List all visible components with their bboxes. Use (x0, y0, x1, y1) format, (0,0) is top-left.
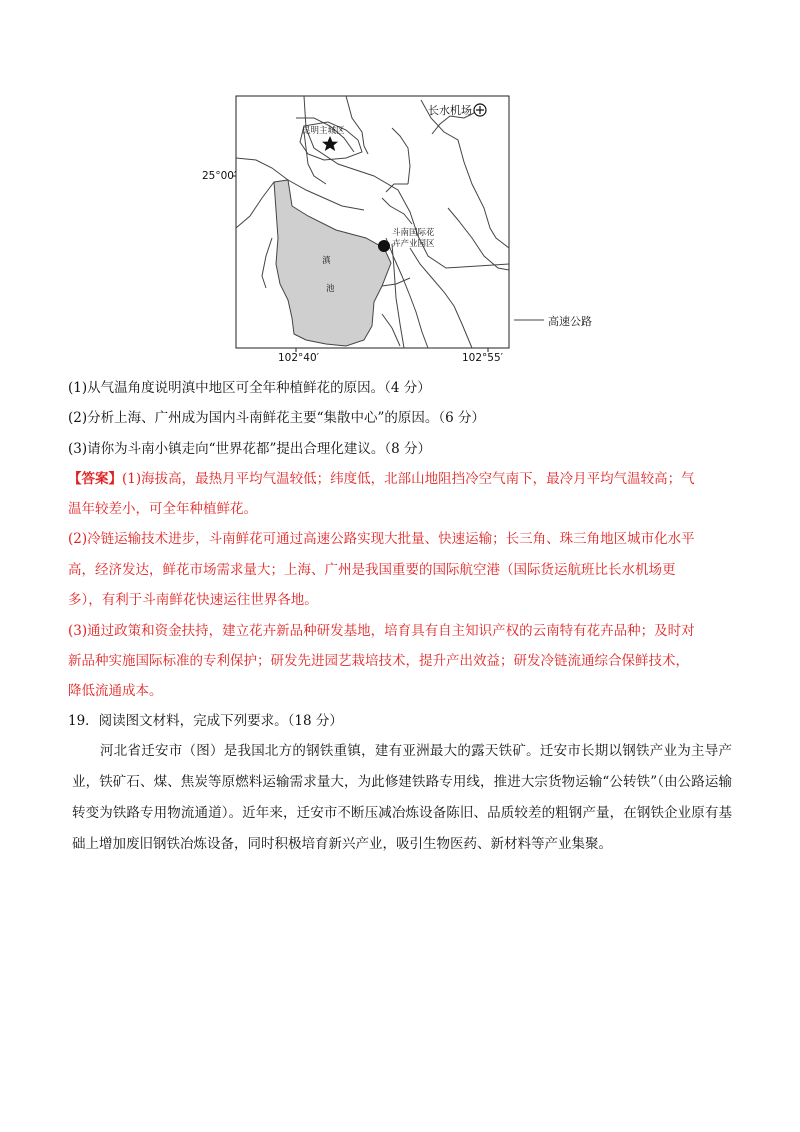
airport-icon (474, 104, 486, 116)
flower-park-dot (378, 240, 390, 252)
lake-dianchi (274, 180, 391, 346)
label-lake-2: 池 (326, 284, 335, 294)
answer-1-line-1: 【答案】(1)海拔高，最热月平均气温较低；纬度低，北部山地阻挡冷空气南下，最冷月平均气温较高；气 (68, 471, 695, 487)
label-lake-1: 滇 (322, 256, 331, 266)
question-3: (3)请你为斗南小镇走向“世界花都”提出合理化建议。（8 分） (68, 441, 432, 457)
answer-2-line-3: 多），有利于斗南鲜花快速运往世界各地。 (68, 592, 318, 608)
question-2: (2)分析上海、广州成为国内斗南鲜花主要“集散中心”的原因。（6 分） (68, 410, 486, 426)
legend-highway-label: 高速公路 (548, 315, 592, 328)
lon-1-label: 102°40′ (278, 352, 320, 364)
lon-2-label: 102°55′ (462, 352, 504, 364)
answer-tag: 【答案】 (68, 471, 122, 487)
answer-2-line-2: 高，经济发达，鲜花市场需求量大；上海、广州是我国重要的国际航空港（国际货运航班比长水机场更 (68, 562, 676, 578)
map-figure (196, 88, 616, 368)
answer-3-line-1: (3)通过政策和资金扶持，建立花卉新品种研发基地，培育具有自主知识产权的云南特有花卉品种；及时对 (68, 623, 695, 639)
answer-1-line-2: 温年较差小，可全年种植鲜花。 (68, 501, 257, 517)
question-19-title: 19．阅读图文材料，完成下列要求。（18 分） (68, 713, 343, 729)
label-park-1: 斗南国际花 (392, 228, 435, 238)
label-city: 昆明主城区 (302, 126, 345, 136)
lat-25-label: 25°00′ (202, 170, 237, 182)
label-airport: 长水机场 (428, 104, 472, 117)
city-star-icon (322, 136, 338, 151)
answer-3-line-2: 新品种实施国际标准的专利保护；研发先进园艺栽培技术，提升产出效益；研发冷链流通综合保鲜技术， (68, 653, 689, 669)
answer-2-line-1: (2)冷链运输技术进步，斗南鲜花可通过高速公路实现大批量、快速运输；长三角、珠三角地区城市化水平 (68, 531, 695, 547)
question-1: (1)从气温角度说明滇中地区可全年种植鲜花的原因。（4 分） (68, 380, 431, 396)
label-park-2: 卉产业园区 (392, 239, 435, 249)
answer-3-line-3: 降低流通成本。 (68, 683, 163, 699)
question-19-paragraph: 河北省迁安市（图）是我国北方的钢铁重镇，建有亚洲最大的露天铁矿。迁安市长期以钢铁产业为主导产业，铁矿石、煤、焦炭等原燃料运输需求量大，为此修建铁路专用线，推进大宗货物运输“公转铁”（由公路运输转变为铁路专用物流通道）。近年来，迁安市不断压减冶炼设备陈旧、品质较差的粗钢产量，在钢铁企业原有基础上增加废旧钢铁冶炼设备，同时积极培育新兴产业，吸引生物医药、新材料等产业集聚。 (72, 743, 732, 852)
